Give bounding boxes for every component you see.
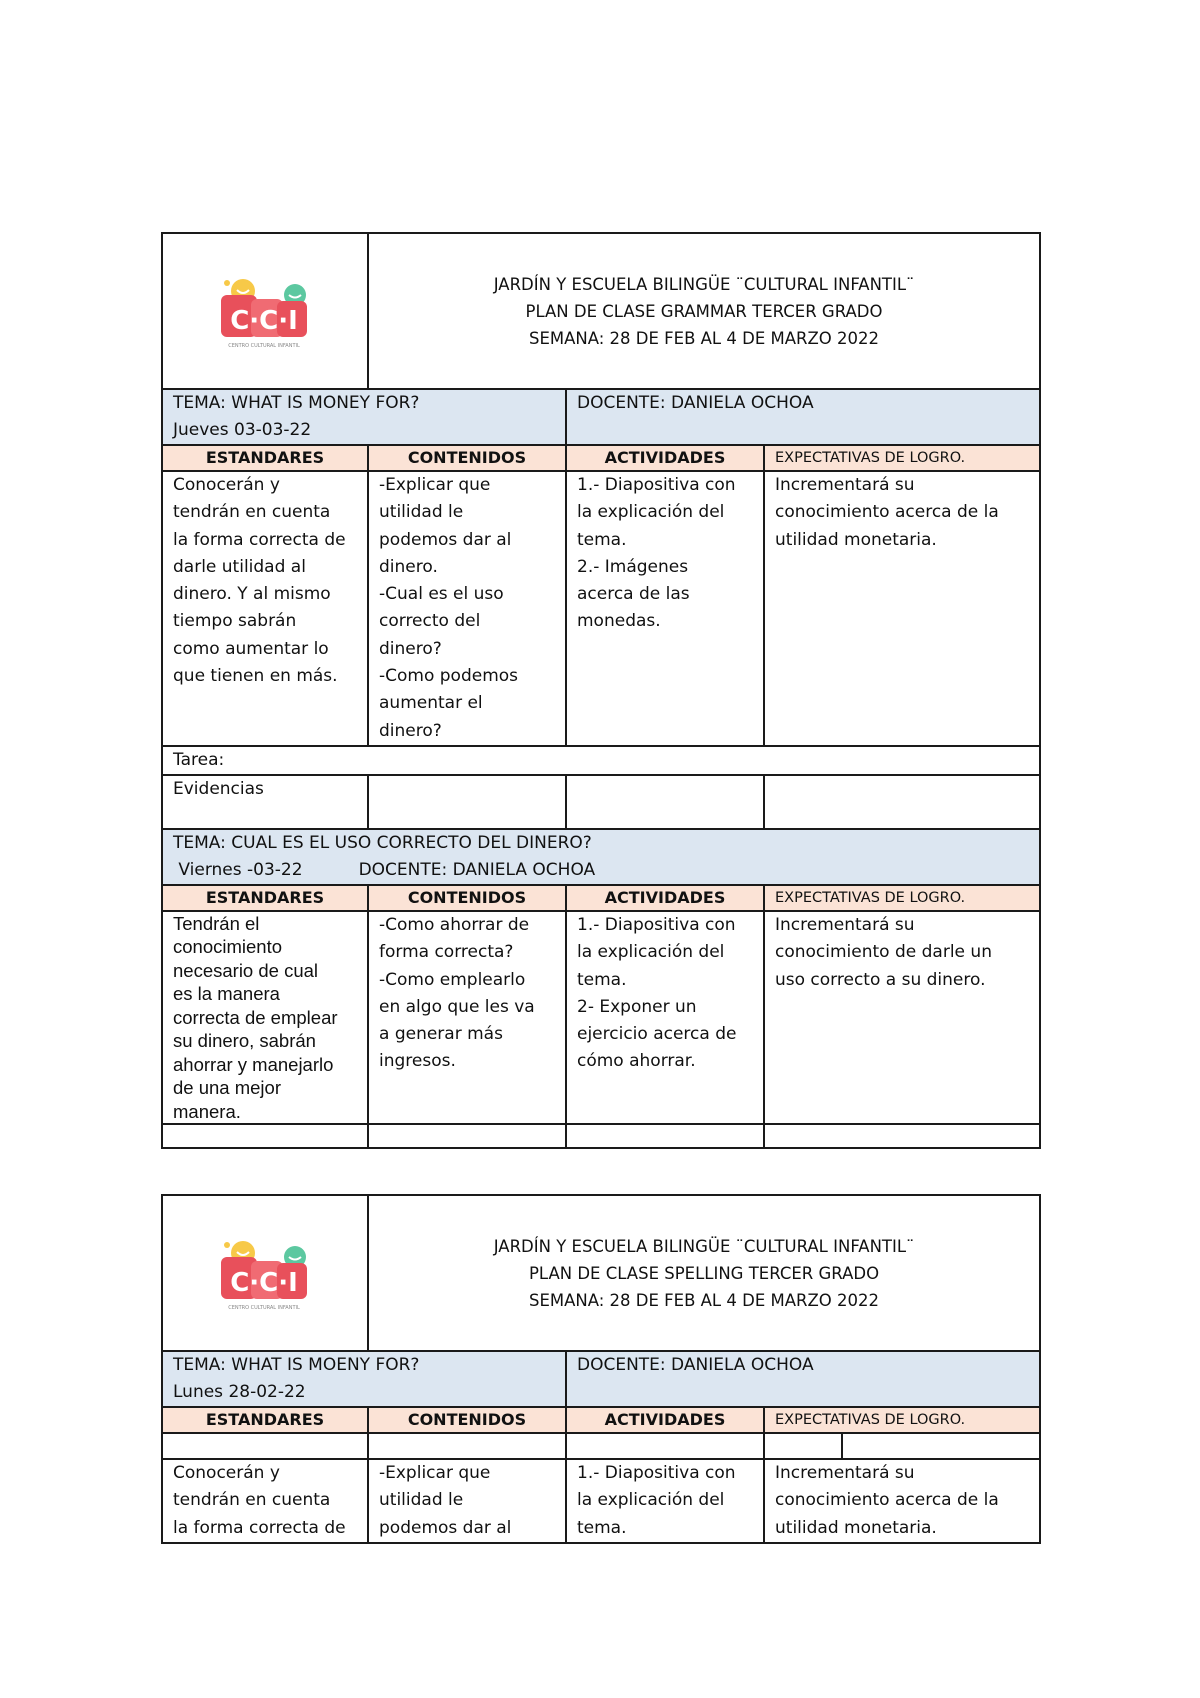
text-line: tema.	[577, 529, 627, 550]
text-line: dinero. Y al mismo	[173, 584, 331, 605]
text-line: -Explicar que	[379, 1463, 491, 1483]
svg-text:C·C·I: C·C·I	[230, 1268, 298, 1298]
text-line: Incrementará su	[775, 1463, 915, 1483]
col-header-actividades: ACTIVIDADES	[566, 1407, 764, 1433]
lesson-plan-spelling	[161, 1194, 1041, 1544]
text-line: uso correcto a su dinero.	[775, 969, 986, 990]
text-line: Conocerán y	[173, 475, 280, 495]
svg-text:C·C·I: C·C·I	[230, 306, 298, 336]
cci-logo-icon	[215, 271, 315, 351]
empty-cell	[566, 1124, 764, 1148]
contenidos-cell	[368, 911, 566, 1125]
text-line: ahorrar y manejarlo	[173, 1053, 334, 1075]
text-line: la explicación del	[577, 1490, 725, 1511]
text-line: la explicación del	[577, 502, 725, 523]
lesson-plan-grammar	[161, 232, 1041, 1149]
text-line: como aumentar lo	[173, 638, 329, 659]
estandares-cell	[162, 1459, 368, 1543]
week-range: SEMANA: 28 DE FEB AL 4 DE MARZO 2022	[528, 1290, 880, 1310]
text-line: acerca de las	[577, 584, 690, 605]
empty-cell	[764, 1433, 1040, 1459]
header-title-cell	[368, 233, 1040, 389]
lesson-date: Jueves 03-03-22	[173, 420, 312, 440]
week-range: SEMANA: 28 DE FEB AL 4 DE MARZO 2022	[528, 328, 880, 348]
empty-cell	[162, 1124, 368, 1148]
text-line: la forma correcta de	[173, 529, 346, 550]
text-line: conocimiento de darle un	[775, 942, 992, 963]
col-header-expectativas: EXPECTATIVAS DE LOGRO.	[764, 885, 1040, 911]
actividades-cell	[566, 471, 764, 746]
lesson-date: Viernes -03-22	[173, 859, 303, 880]
text-line: en algo que les va	[379, 996, 535, 1017]
col-header-expectativas: EXPECTATIVAS DE LOGRO.	[764, 1407, 1040, 1433]
text-line: a generar más	[379, 1024, 503, 1045]
text-line: 1.- Diapositiva con	[577, 914, 736, 935]
empty-cell	[764, 1124, 1040, 1148]
text-line: la forma correcta de	[173, 1517, 346, 1538]
docente: DOCENTE: DANIELA OCHOA	[577, 1355, 814, 1375]
plan-title: PLAN DE CLASE GRAMMAR TERCER GRADO	[525, 301, 883, 321]
text-line: -Como podemos	[379, 666, 519, 687]
text-line: 1.- Diapositiva con	[577, 475, 736, 495]
col-header-estandares: ESTANDARES	[162, 885, 368, 911]
docente-cell	[566, 1351, 1040, 1407]
svg-text:CENTRO CULTURAL INFANTIL: CENTRO CULTURAL INFANTIL	[228, 1305, 300, 1311]
col-header-contenidos: CONTENIDOS	[368, 445, 566, 471]
text-line: dinero.	[379, 556, 438, 577]
docente: DOCENTE: DANIELA OCHOA	[358, 859, 596, 880]
cci-logo-icon	[215, 1233, 315, 1313]
text-line: monedas.	[577, 611, 661, 632]
text-line: Incrementará su	[775, 475, 915, 495]
school-name: JARDÍN Y ESCUELA BILINGÜE ¨CULTURAL INFANTIL¨	[493, 1236, 915, 1256]
text-line: utilidad monetaria.	[775, 529, 937, 550]
text-line: Incrementará su	[775, 914, 915, 935]
text-line: podemos dar al	[379, 529, 512, 550]
logo-cell	[162, 1195, 368, 1351]
text-line: dinero?	[379, 638, 442, 659]
text-line: su dinero, sabrán	[173, 1030, 316, 1052]
tema: TEMA: WHAT IS MOENY FOR?	[173, 1355, 420, 1375]
text-line: 2- Exponer un	[577, 996, 697, 1017]
text-line: podemos dar al	[379, 1517, 512, 1538]
docente-cell	[566, 389, 1040, 445]
text-line: Conocerán y	[173, 1463, 280, 1483]
logo-cell	[162, 233, 368, 389]
empty-cell	[566, 1433, 764, 1459]
estandares-cell	[162, 471, 368, 746]
tema: TEMA: WHAT IS MONEY FOR?	[173, 393, 420, 413]
empty-cell	[162, 1433, 368, 1459]
plan-title: PLAN DE CLASE SPELLING TERCER GRADO	[528, 1263, 880, 1283]
contenidos-cell	[368, 471, 566, 746]
text-line: conocimiento acerca de la	[775, 502, 999, 523]
contenidos-cell	[368, 1459, 566, 1543]
text-line: la explicación del	[577, 942, 725, 963]
school-name: JARDÍN Y ESCUELA BILINGÜE ¨CULTURAL INFANTIL¨	[493, 274, 915, 294]
text-line: utilidad le	[379, 1490, 464, 1511]
text-line: forma correcta?	[379, 942, 514, 963]
text-line: dinero?	[379, 720, 442, 741]
col-header-expectativas: EXPECTATIVAS DE LOGRO.	[764, 445, 1040, 471]
text-line: tema.	[577, 1517, 627, 1538]
text-line: es la manera	[173, 983, 280, 1005]
text-line: tendrán en cuenta	[173, 502, 331, 523]
empty-cell	[368, 1124, 566, 1148]
empty-cell	[764, 775, 1040, 829]
expectativas-cell	[764, 1459, 1040, 1543]
tema2-cell	[162, 829, 1040, 885]
col-header-estandares: ESTANDARES	[162, 1407, 368, 1433]
actividades-cell	[566, 1459, 764, 1543]
text-line: manera.	[173, 1100, 241, 1122]
tema-cell	[162, 1351, 566, 1407]
text-line: conocimiento acerca de la	[775, 1490, 999, 1511]
estandares-cell	[162, 911, 368, 1125]
text-line: 1.- Diapositiva con	[577, 1463, 736, 1483]
text-line: ejercicio acerca de	[577, 1024, 737, 1045]
text-line: aumentar el	[379, 693, 483, 714]
lesson-date: Lunes 28-02-22	[173, 1382, 306, 1402]
text-line: tiempo sabrán	[173, 611, 297, 632]
tema: TEMA: CUAL ES EL USO CORRECTO DEL DINERO?	[173, 832, 592, 853]
text-line: -Cual es el uso	[379, 584, 504, 605]
text-line: correcta de emplear	[173, 1006, 338, 1028]
actividades-cell	[566, 911, 764, 1125]
text-line: -Como ahorrar de	[379, 914, 530, 935]
text-line: utilidad monetaria.	[775, 1517, 937, 1538]
date-docente-line	[173, 857, 1029, 884]
tema-cell	[162, 389, 566, 445]
text-line: que tienen en más.	[173, 666, 338, 687]
text-line: correcto del	[379, 611, 481, 632]
empty-cell	[566, 775, 764, 829]
cell-divider	[765, 1434, 843, 1458]
text-line: tema.	[577, 969, 627, 990]
col-header-actividades: ACTIVIDADES	[566, 885, 764, 911]
col-header-contenidos: CONTENIDOS	[368, 1407, 566, 1433]
text-line: darle utilidad al	[173, 556, 306, 577]
tarea-cell: Tarea:	[162, 746, 1040, 775]
text-line: -Explicar que	[379, 475, 491, 495]
empty-cell	[368, 775, 566, 829]
text-line: -Como emplearlo	[379, 969, 526, 990]
expectativas-cell	[764, 471, 1040, 746]
text-line: de una mejor	[173, 1077, 281, 1099]
text-line: ingresos.	[379, 1051, 456, 1072]
col-header-contenidos: CONTENIDOS	[368, 885, 566, 911]
empty-cell	[368, 1433, 566, 1459]
text-line: cómo ahorrar.	[577, 1051, 696, 1072]
text-line: utilidad le	[379, 502, 464, 523]
text-line: conocimiento	[173, 936, 283, 958]
docente: DOCENTE: DANIELA OCHOA	[577, 393, 814, 413]
col-header-actividades: ACTIVIDADES	[566, 445, 764, 471]
text-line: tendrán en cuenta	[173, 1490, 331, 1511]
expectativas-cell	[764, 911, 1040, 1125]
header-title-cell	[368, 1195, 1040, 1351]
svg-text:CENTRO CULTURAL INFANTIL: CENTRO CULTURAL INFANTIL	[228, 343, 300, 349]
evidencias-cell: Evidencias	[162, 775, 368, 829]
text-line: 2.- Imágenes	[577, 556, 689, 577]
text-line: necesario de cual	[173, 959, 319, 981]
col-header-estandares: ESTANDARES	[162, 445, 368, 471]
text-line: Tendrán el	[173, 912, 260, 934]
